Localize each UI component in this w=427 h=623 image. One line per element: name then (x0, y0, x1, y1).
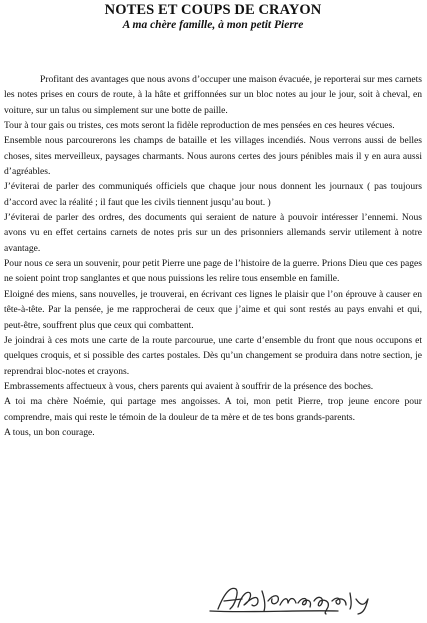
signature-scribble (208, 583, 408, 615)
paragraph: Profitant des avantages que nous avons d’occuper une maison évacuée, je reporterai sur mes carnets les notes prises en cours de route, à la hâte et griffonnées sur un bloc notes au jour le jour, soit à cheval, en voiture, sur un talus ou simplement sur une botte de paille. (4, 74, 422, 116)
paragraph: Embrassements affectueux à vous, chers parents qui avaient à souffrir de la présence des boches. (4, 380, 374, 392)
document-subtitle: A ma chère famille, à mon petit Pierre (122, 19, 304, 31)
document-body (4, 72, 422, 440)
paragraph: Tour à tour gais ou tristes, ces mots seront la fidèle reproduction de mes pensées en ces heures vécues. (4, 120, 395, 132)
paragraph: A tous, un bon courage. (4, 426, 95, 438)
paragraph: J’éviterai de parler des communiqués officiels que chaque jour nous donnent les journaux ( pas toujours d’accord avec la réalité ; il faut que les civils tiennent jusqu’au bout. ) (4, 181, 422, 208)
paragraph: J’éviterai de parler des ordres, des documents qui seraient de nature à pouvoir intéresser l’ennemi. Nous avons vu en effet certains carnets de notes pris sur un des prisonniers allemands servir utilement à notre avantage. (4, 212, 422, 254)
paragraph: A toi ma chère Noémie, qui partage mes angoisses. A toi, mon petit Pierre, trop jeune encore pour comprendre, mais qui reste le témoin de la douleur de ta mère et de tes bons grands-parents. (4, 396, 422, 423)
paragraph: Je joindrai à ces mots une carte de la route parcourue, une carte d’ensemble du front que nous occupons et quelques croquis, et si possible des cartes postales. Dès qu’un changement se produira dans notre section, je reprendrai bloc-notes et crayons. (4, 334, 422, 377)
handwritten-signature (208, 583, 408, 615)
document-title: NOTES ET COUPS DE CRAYON (104, 2, 322, 18)
paragraph: Eloigné des miens, sans nouvelles, je trouverai, en écrivant ces lignes le plaisir que l’on éprouve à causer en tête-à-tête. Par la pensée, je me rapprocherai de ceux que j’aime et qui sont restés au pays envahi et qui, peut-être, souffrent plus que ceux qui combattent. (4, 288, 422, 331)
paragraph: Pour nous ce sera un souvenir, pour petit Pierre une page de l’histoire de la guerre. Prions Dieu que ces pages ne soient point trop sanglantes et que nous puissions les relire tous ensemble en famille. (4, 258, 422, 285)
paragraph: Ensemble nous parcourerons les champs de bataille et les villages incendiés. Nous verrons aussi de belles choses, sites merveilleux, paysages charmants. Nous aurons certes des jours pénibles mais il y en aura aussi d’agréables. (4, 135, 422, 178)
